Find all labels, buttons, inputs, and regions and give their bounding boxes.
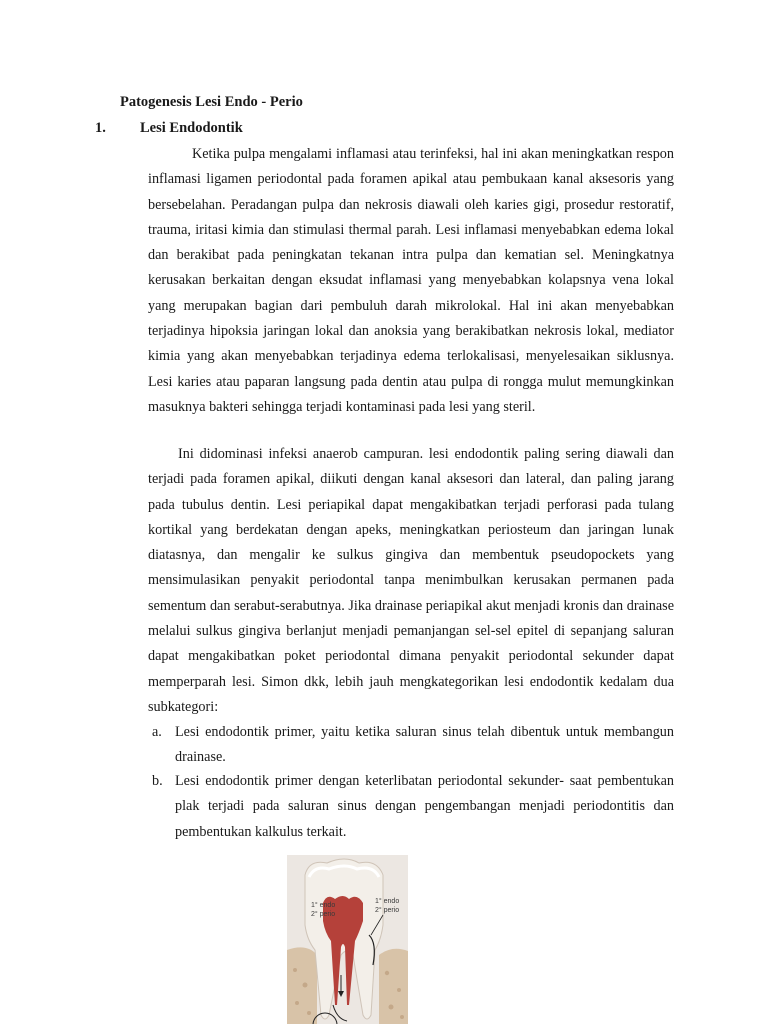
- list-marker: a.: [152, 724, 162, 740]
- document-title: Patogenesis Lesi Endo - Perio: [120, 94, 303, 110]
- list-item: [148, 720, 674, 771]
- list-item-text: Lesi endodontik primer, yaitu ketika saluran sinus telah dibentuk untuk membangun drainase.: [175, 724, 674, 766]
- figure-label-left-1: 1° endo: [311, 902, 336, 909]
- figure-label-right-1: 1° endo: [375, 898, 400, 905]
- subcategory-list-a: [148, 720, 674, 771]
- subcategory-list-b: [148, 769, 674, 845]
- tooth-diagram-figure: [287, 855, 408, 1024]
- paragraph-2: Ini didominasi infeksi anaerob campuran. lesi endodontik paling sering diawali dan terjadi pada foramen apikal, diikuti dengan kanal aksesori dan lateral, dan paling jarang pada tubulus dentin. Lesi periapikal dapat mengakibatkan terjadi perforasi pada tulang kortikal yang berdekatan dengan apeks, meningkatkan periosteum dan jaringan lunak diatasnya, dan mengalir ke sulkus gingiva dan membentuk pseudopockets yang mensimulasikan penyakit periodontal tanpa menimbulkan kerusakan permanen pada sementum dan serabut-serabutnya. Jika drainase periapikal akut menjadi kronis dan drainase melalui sulkus gingiva berlanjut menjadi pemanjangan sel-sel epitel di sepanjang saluran dapat mengakibatkan poket periodontal dimana penyakit periodontal sekunder dapat memperparah lesi. Simon dkk, lebih jauh mengkategorikan lesi endodontik kedalam dua subkategori:: [148, 446, 674, 715]
- paragraph-1: Ketika pulpa mengalami inflamasi atau terinfeksi, hal ini akan meningkatkan respon inflamasi ligamen periodontal pada foramen apikal atau pembukaan kanal aksesoris yang bersebelahan. Peradangan pulpa dan nekrosis diawali oleh karies gigi, prosedur restoratif, trauma, iritasi kimia dan stimulasi thermal parah. Lesi inflamasi menyebabkan edema lokal dan berakibat pada peningkatan tekanan intra pulpa dan kematian sel. Meningkatnya kerusakan berkaitan dengan eksudat inflamasi yang menyebabkan kolapsnya vena lokal yang merupakan bagian dari pembuluh darah mikrolokal. Hal ini akan menyebabkan terjadinya hipoksia jaringan lokal dan anoksia yang berakibatkan nekrosis lokal, mediator kimia yang akan menyebabkan terjadinya edema terlokalisasi, menyelesaikan siklusnya. Lesi karies atau paparan langsung pada dentin atau pulpa di rongga mulut memungkinkan masuknya bakteri sehingga terjadi kontaminasi pada lesi yang steril.: [148, 146, 674, 415]
- list-item: [148, 769, 674, 845]
- figure-label-left-2: 2° perio: [311, 911, 336, 918]
- figure-label-right-2: 2° perio: [375, 907, 400, 914]
- section-title: Lesi Endodontik: [140, 120, 243, 136]
- section-number: 1.: [95, 120, 106, 136]
- list-marker: b.: [152, 773, 163, 789]
- list-item-text: Lesi endodontik primer dengan keterlibatan periodontal sekunder- saat pembentukan plak terjadi pada saluran sinus dengan pengembangan menjadi periodontitis dan pembentukan kalkulus terkait.: [175, 773, 674, 840]
- tooth-diagram: [287, 855, 408, 1024]
